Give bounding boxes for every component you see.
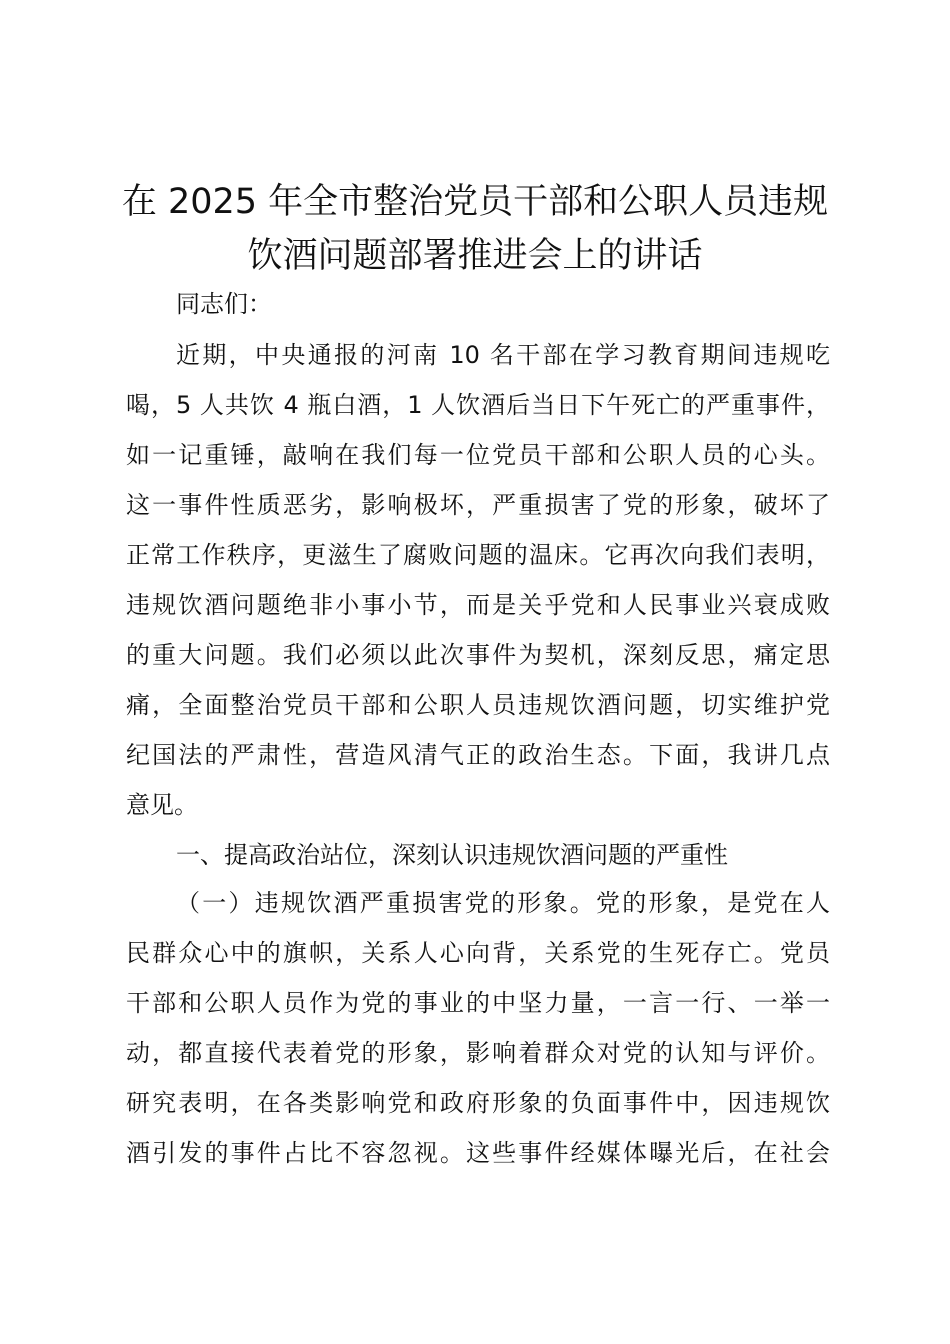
body-line: 喝，5 人共饮 4 瓶白酒，1 人饮酒后当日下午死亡的严重事件， bbox=[126, 391, 830, 419]
body-line: 近期，中央通报的河南 10 名干部在学习教育期间违规吃 bbox=[176, 341, 830, 369]
body-line: 正常工作秩序，更滋生了腐败问题的温床。它再次向我们表明， bbox=[126, 541, 830, 569]
body-line: 动，都直接代表着党的形象，影响着群众对党的认知与评价。 bbox=[126, 1039, 830, 1067]
body-line: 的重大问题。我们必须以此次事件为契机，深刻反思，痛定思 bbox=[126, 641, 830, 669]
body-line: 研究表明，在各类影响党和政府形象的负面事件中，因违规饮 bbox=[126, 1089, 830, 1117]
document-title-line-1: 在 2025 年全市整治党员干部和公职人员违规 bbox=[121, 182, 829, 222]
body-line: 这一事件性质恶劣，影响极坏，严重损害了党的形象，破坏了 bbox=[126, 491, 830, 519]
body-line: 违规饮酒问题绝非小事小节，而是关乎党和人民事业兴衰成败 bbox=[126, 591, 830, 619]
document-title-line-2: 饮酒问题部署推进会上的讲话 bbox=[247, 236, 703, 276]
body-line: 民群众心中的旗帜，关系人心向背，关系党的生死存亡。党员 bbox=[126, 939, 830, 967]
body-line: 意见。 bbox=[126, 791, 198, 819]
body-line: （一）违规饮酒严重损害党的形象。党的形象，是党在人 bbox=[176, 889, 830, 917]
body-line: 酒引发的事件占比不容忽视。这些事件经媒体曝光后，在社会 bbox=[126, 1139, 830, 1167]
body-line: 痛，全面整治党员干部和公职人员违规饮酒问题，切实维护党 bbox=[126, 691, 830, 719]
section-heading: 一、提高政治站位，深刻认识违规饮酒问题的严重性 bbox=[176, 841, 728, 869]
salutation: 同志们： bbox=[176, 290, 272, 318]
body-line: 纪国法的严肃性，营造风清气正的政治生态。下面，我讲几点 bbox=[126, 741, 830, 769]
body-line: 干部和公职人员作为党的事业的中坚力量，一言一行、一举一 bbox=[126, 989, 830, 1017]
body-line: 如一记重锤，敲响在我们每一位党员干部和公职人员的心头。 bbox=[126, 441, 830, 469]
